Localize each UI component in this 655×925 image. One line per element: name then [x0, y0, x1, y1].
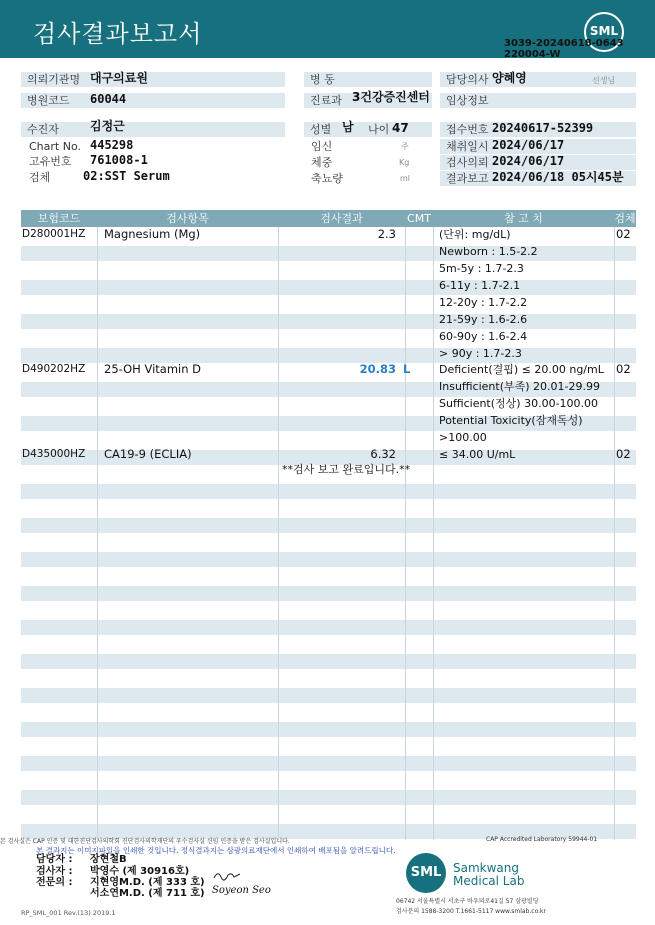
- lab-name-line2: Medical Lab: [453, 874, 525, 888]
- ref-line: 60-90y : 1.6-2.4: [439, 330, 528, 343]
- ref-line: (단위: mg/dL): [439, 228, 511, 241]
- address-text: 06742 서울특별시 서초구 바우뫼로41길 57 삼광빌딩: [396, 898, 539, 905]
- report-date-label: 결과보고: [440, 171, 636, 186]
- sml-footer-logo-icon: SML: [406, 853, 446, 893]
- lab-name-line1: Samkwang: [453, 861, 519, 875]
- ref-line: Newborn : 1.5-2.2: [439, 245, 538, 258]
- department-value: 3건강증진센터: [352, 90, 430, 104]
- sml-logo-icon: SML: [584, 12, 624, 52]
- table-stripe: [21, 552, 636, 567]
- row-item: 25-OH Vitamin D: [104, 362, 202, 376]
- collect-label: 채취일시: [440, 139, 636, 154]
- signature-icon: [212, 868, 242, 882]
- row-spec: 02: [616, 227, 631, 241]
- staff-role: 담당자 :: [36, 854, 73, 865]
- patient-value: 김정근: [90, 119, 125, 133]
- form-number: RP_SML_001 Rev.(13) 2019.1: [21, 909, 116, 917]
- header-cmt: CMT: [407, 212, 431, 225]
- col-divider: [405, 227, 406, 840]
- receipt-label: 접수번호: [440, 122, 636, 137]
- staff-name: 박영수 (제 30916호): [90, 866, 190, 877]
- table-stripe: [21, 688, 636, 703]
- department-label: 진료과: [304, 93, 432, 108]
- row-item: Magnesium (Mg): [104, 227, 201, 241]
- header-result: 검사결과: [320, 212, 363, 225]
- row-code: D435000HZ: [22, 448, 86, 460]
- header-spec: 검체: [614, 212, 636, 225]
- certification-text: 본 검사실은 CAP 인증 및 대한진단검사의학회 진단검사의학재단의 우수검사실 신임 인증을 받은 검사실입니다.: [0, 838, 290, 845]
- table-stripe: [21, 314, 636, 329]
- request-label: 검사의뢰: [440, 155, 636, 170]
- staff-name: 서소연M.D. (제 711 호): [90, 888, 205, 899]
- urine-label: 축뇨량: [311, 172, 343, 185]
- hospital-code-value: 60044: [90, 92, 127, 106]
- specimen-value: 02:SST Serum: [83, 169, 170, 183]
- pregnancy-label: 임신: [311, 140, 333, 153]
- chart-value: 445298: [90, 138, 134, 152]
- row-item: CA19-9 (ECLIA): [104, 447, 192, 461]
- header-code: 보험코드: [37, 212, 81, 225]
- pregnancy-unit: 주: [401, 142, 409, 151]
- table-stripe: [21, 246, 636, 261]
- table-stripe: [21, 484, 636, 499]
- sex-value: 남: [342, 120, 354, 134]
- lab-name: [453, 862, 524, 888]
- ref-line: Potential Toxicity(잠재독성): [439, 414, 583, 427]
- row-result: 2.3: [377, 227, 396, 241]
- completion-note: **검사 보고 완료입니다.**: [282, 463, 411, 476]
- ref-line: >100.00: [439, 431, 487, 444]
- table-stripe: [21, 654, 636, 669]
- request-value: 2024/06/17: [492, 154, 565, 168]
- specimen-label: 검체: [29, 171, 51, 184]
- row-code: D490202HZ: [22, 363, 86, 375]
- row-flag-low: L: [403, 362, 411, 376]
- clinical-info-label: 임상정보: [440, 93, 636, 108]
- row-result: 6.32: [370, 447, 396, 461]
- ward-label: 병 동: [304, 72, 432, 87]
- table-stripe: [21, 722, 636, 737]
- col-divider: [278, 227, 279, 840]
- urine-unit: ml: [400, 174, 411, 183]
- report-title: 검사결과보고서: [33, 20, 203, 48]
- col-divider: [614, 227, 615, 840]
- table-stripe: [21, 518, 636, 533]
- notice-text: 본 결과지는 이미지파일을 인쇄한 것입니다. 정식결과지는 삼광의료재단에서 인쇄하여 배포됨을 알려드립니다.: [36, 846, 396, 855]
- table-stripe: [21, 620, 636, 635]
- hospital-code-label: 병원코드: [21, 93, 285, 108]
- age-label: 나이: [368, 123, 390, 136]
- doctor-label: 담당의사: [440, 72, 636, 87]
- weight-label: 체중: [311, 156, 333, 169]
- staff-role: 검사자 :: [36, 866, 73, 877]
- collect-value: 2024/06/17: [492, 138, 565, 152]
- report-id-line1: 3039-20240618-0643: [504, 38, 624, 49]
- header-item: 검사항목: [166, 212, 209, 225]
- ref-line: 6-11y : 1.7-2.1: [439, 279, 521, 292]
- weight-unit: Kg: [399, 158, 410, 167]
- row-spec: 02: [616, 362, 631, 376]
- ref-line: Insufficient(부족) 20.01-29.99: [439, 380, 600, 393]
- signature-text: Soyeon Seo: [212, 885, 271, 896]
- age-value: 47: [392, 121, 409, 135]
- id-label: 고유번호: [29, 155, 72, 168]
- report-date-value: 2024/06/18 05시45분: [492, 170, 624, 184]
- ref-line: 12-20y : 1.7-2.2: [439, 296, 528, 309]
- table-stripe: [21, 586, 636, 601]
- ref-line: ≤ 34.00 U/mL: [439, 448, 516, 461]
- institution-label: 의뢰기관명: [21, 72, 285, 87]
- staff-role: 전문의 :: [36, 877, 73, 888]
- patient-label: 수진자: [21, 122, 285, 137]
- ref-line: Deficient(결핍) ≤ 20.00 ng/mL: [439, 363, 604, 376]
- doctor-value: 양혜영: [492, 71, 527, 85]
- doctor-suffix: 선생님: [592, 76, 616, 85]
- row-result-flagged: 20.83: [359, 362, 396, 376]
- ref-line: > 90y : 1.7-2.3: [439, 347, 522, 360]
- table-header: [21, 210, 636, 227]
- contact-text: 검사문의 1588-3200 T.1661-5117 www.smlab.co.kr: [396, 908, 546, 915]
- col-divider: [433, 227, 434, 840]
- ref-line: 21-59y : 1.6-2.6: [439, 313, 528, 326]
- ref-line: Sufficient(정상) 30.00-100.00: [439, 397, 599, 410]
- cap-text: CAP Accredited Laboratory 59944-01: [486, 836, 598, 843]
- sex-label: 성별: [304, 122, 432, 137]
- institution-value: 대구의료원: [90, 71, 148, 85]
- report-id-line2: 220004-W: [504, 49, 561, 60]
- id-value: 761008-1: [90, 153, 148, 167]
- chart-label: Chart No.: [29, 140, 81, 153]
- table-stripe: [21, 790, 636, 805]
- staff-name: 장현철B: [90, 854, 127, 865]
- report-id: [504, 38, 624, 60]
- col-divider: [97, 227, 98, 840]
- table-stripe: [21, 756, 636, 771]
- row-spec: 02: [616, 447, 631, 461]
- ref-line: 5m-5y : 1.7-2.3: [439, 262, 524, 275]
- table-stripe: [21, 280, 636, 295]
- staff-name: 지현영M.D. (제 333 호): [90, 877, 205, 888]
- receipt-value: 20240617-52399: [492, 121, 594, 135]
- header-ref: 참 고 치: [504, 212, 543, 225]
- row-code: D280001HZ: [22, 228, 86, 240]
